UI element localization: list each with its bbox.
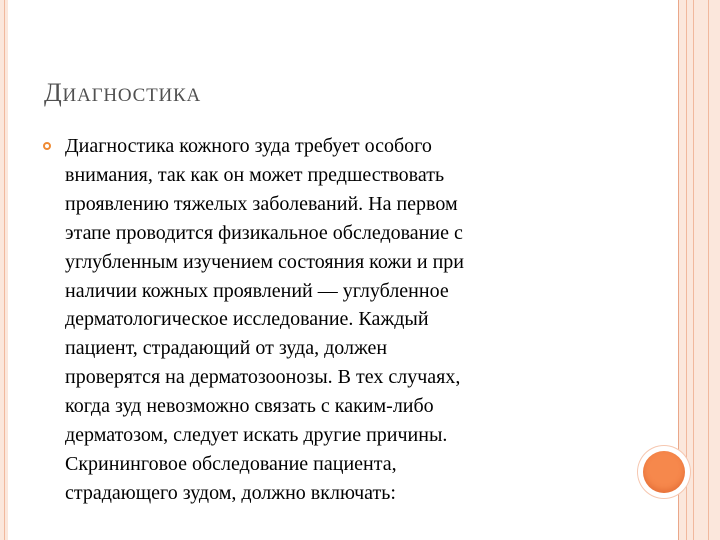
paragraph-line: Диагностика кожного зуда требует особого (65, 135, 432, 157)
frame-line-right-far (708, 0, 709, 540)
frame-line-right-outer (693, 0, 694, 540)
paragraph-line: углубленным изучением состояния кожи и при (65, 250, 464, 273)
slide-title (44, 73, 201, 116)
decorative-circle-icon (643, 451, 685, 493)
paragraph-line: этапе проводится физикальное обследование с (65, 221, 463, 244)
paragraph-line: дерматологическое исследование. Каждый (65, 308, 429, 331)
paragraph-line: страдающего зудом, должно включать: (65, 481, 396, 504)
paragraph-line: проверятся на дерматозоонозы. В тех случаях, (65, 366, 461, 389)
paragraph-line: внимания, так как он может предшествовать (65, 163, 445, 186)
bullet-icon (43, 142, 51, 150)
paragraph-line: Скрининговое обследование пациента, (65, 452, 397, 475)
frame-line-left-outer (4, 0, 5, 540)
paragraph-line: наличии кожных проявлений — углубленное (65, 279, 449, 302)
paragraph-line: проявлению тяжелых заболеваний. На первом (65, 192, 458, 215)
slide-title-initial: Д (44, 78, 63, 107)
paragraph-line: пациент, страдающий от зуда, должен (65, 337, 388, 360)
slide-title-rest: ИАГНОСТИКА (62, 85, 202, 106)
paragraph-line: когда зуд невозможно связать с каким-либо (65, 395, 434, 418)
bullet-paragraph (65, 132, 655, 508)
paragraph-line: дерматозом, следует искать другие причины. (65, 424, 448, 447)
